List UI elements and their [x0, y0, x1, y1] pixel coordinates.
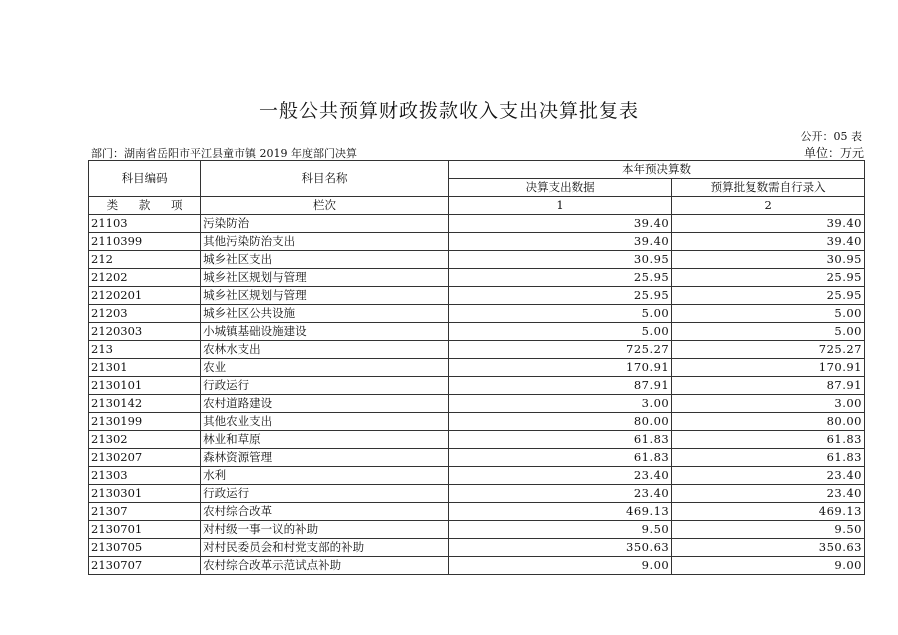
row-final-expenditure: 23.40 — [448, 485, 671, 503]
row-code: 21202 — [89, 269, 201, 287]
row-budget-approved: 61.83 — [672, 449, 865, 467]
row-name: 对村级一事一议的补助 — [201, 521, 449, 539]
row-final-expenditure: 5.00 — [448, 305, 671, 323]
row-code: 21307 — [89, 503, 201, 521]
row-final-expenditure: 87.91 — [448, 377, 671, 395]
budget-table — [88, 160, 865, 575]
row-name: 农村综合改革示范试点补助 — [201, 557, 449, 575]
row-budget-approved: 23.40 — [672, 485, 865, 503]
row-final-expenditure: 80.00 — [448, 413, 671, 431]
row-final-expenditure: 30.95 — [448, 251, 671, 269]
row-code: 2120201 — [89, 287, 201, 305]
table-row — [89, 521, 865, 539]
row-name: 水利 — [201, 467, 449, 485]
row-code: 2130707 — [89, 557, 201, 575]
row-final-expenditure: 61.83 — [448, 431, 671, 449]
department-label: 部门：湖南省岳阳市平江县童市镇 2019 年度部门决算 — [91, 147, 357, 160]
row-budget-approved: 3.00 — [672, 395, 865, 413]
row-code: 2130301 — [89, 485, 201, 503]
page-title: 一般公共预算财政拨款收入支出决算批复表 — [258, 100, 639, 122]
header-lei: 类 — [106, 198, 119, 212]
row-final-expenditure: 61.83 — [448, 449, 671, 467]
table-row — [89, 251, 865, 269]
row-code: 21303 — [89, 467, 201, 485]
row-final-expenditure: 9.50 — [448, 521, 671, 539]
row-code: 21203 — [89, 305, 201, 323]
row-code: 2130142 — [89, 395, 201, 413]
row-budget-approved: 30.95 — [672, 251, 865, 269]
row-code: 212 — [89, 251, 201, 269]
row-final-expenditure: 39.40 — [448, 215, 671, 233]
row-code: 2130101 — [89, 377, 201, 395]
row-final-expenditure: 350.63 — [448, 539, 671, 557]
header-lei-kuan-xiang — [89, 197, 201, 215]
row-budget-approved: 25.95 — [672, 269, 865, 287]
row-final-expenditure: 39.40 — [448, 233, 671, 251]
row-budget-approved: 9.00 — [672, 557, 865, 575]
row-name: 森林资源管理 — [201, 449, 449, 467]
table-row — [89, 269, 865, 287]
row-budget-approved: 61.83 — [672, 431, 865, 449]
row-budget-approved: 23.40 — [672, 467, 865, 485]
row-budget-approved: 5.00 — [672, 323, 865, 341]
table-row — [89, 359, 865, 377]
row-name: 城乡社区规划与管理 — [201, 269, 449, 287]
row-code: 2130701 — [89, 521, 201, 539]
row-budget-approved: 5.00 — [672, 305, 865, 323]
row-name: 农村道路建设 — [201, 395, 449, 413]
header-lanci: 栏次 — [201, 197, 449, 215]
table-row — [89, 557, 865, 575]
row-budget-approved: 39.40 — [672, 233, 865, 251]
table-row — [89, 233, 865, 251]
form-number: 公开：05 表 — [800, 130, 862, 143]
table-row — [89, 287, 865, 305]
table-row — [89, 485, 865, 503]
row-budget-approved: 25.95 — [672, 287, 865, 305]
row-budget-approved: 725.27 — [672, 341, 865, 359]
row-final-expenditure: 25.95 — [448, 269, 671, 287]
row-budget-approved: 39.40 — [672, 215, 865, 233]
table-row — [89, 395, 865, 413]
row-budget-approved: 350.63 — [672, 539, 865, 557]
row-name: 城乡社区公共设施 — [201, 305, 449, 323]
row-code: 21103 — [89, 215, 201, 233]
row-code: 2130207 — [89, 449, 201, 467]
table-row — [89, 467, 865, 485]
table-row — [89, 539, 865, 557]
row-name: 对村民委员会和村党支部的补助 — [201, 539, 449, 557]
row-name: 其他污染防治支出 — [201, 233, 449, 251]
row-budget-approved: 80.00 — [672, 413, 865, 431]
row-name: 林业和草原 — [201, 431, 449, 449]
row-budget-approved: 9.50 — [672, 521, 865, 539]
row-name: 城乡社区规划与管理 — [201, 287, 449, 305]
table-row — [89, 215, 865, 233]
row-final-expenditure: 23.40 — [448, 467, 671, 485]
header-index-b: 2 — [672, 197, 865, 215]
row-code: 2130199 — [89, 413, 201, 431]
table-row — [89, 431, 865, 449]
table-row — [89, 305, 865, 323]
header-current-year: 本年预决算数 — [448, 161, 864, 179]
row-name: 城乡社区支出 — [201, 251, 449, 269]
header-subject-name: 科目名称 — [201, 161, 449, 197]
table-row — [89, 413, 865, 431]
header-subject-code: 科目编码 — [89, 161, 201, 197]
row-name: 行政运行 — [201, 485, 449, 503]
row-code: 21301 — [89, 359, 201, 377]
row-final-expenditure: 469.13 — [448, 503, 671, 521]
row-code: 213 — [89, 341, 201, 359]
header-index-a: 1 — [448, 197, 671, 215]
row-name: 小城镇基础设施建设 — [201, 323, 449, 341]
row-budget-approved: 87.91 — [672, 377, 865, 395]
header-col-b: 预算批复数需自行录入 — [672, 179, 865, 197]
row-name: 农林水支出 — [201, 341, 449, 359]
row-final-expenditure: 5.00 — [448, 323, 671, 341]
header-col-a: 决算支出数据 — [448, 179, 671, 197]
row-code: 2110399 — [89, 233, 201, 251]
row-budget-approved: 469.13 — [672, 503, 865, 521]
row-final-expenditure: 9.00 — [448, 557, 671, 575]
row-name: 污染防治 — [201, 215, 449, 233]
row-name: 农业 — [201, 359, 449, 377]
row-code: 2120303 — [89, 323, 201, 341]
row-name: 行政运行 — [201, 377, 449, 395]
row-budget-approved: 170.91 — [672, 359, 865, 377]
row-final-expenditure: 170.91 — [448, 359, 671, 377]
row-final-expenditure: 3.00 — [448, 395, 671, 413]
row-code: 21302 — [89, 431, 201, 449]
unit-label: 单位：万元 — [803, 146, 864, 160]
table-row — [89, 449, 865, 467]
header-kuan: 款 — [138, 198, 151, 212]
row-name: 农村综合改革 — [201, 503, 449, 521]
table-row — [89, 377, 865, 395]
table-row — [89, 341, 865, 359]
table-row — [89, 323, 865, 341]
header-xiang: 项 — [170, 198, 183, 212]
row-final-expenditure: 25.95 — [448, 287, 671, 305]
row-code: 2130705 — [89, 539, 201, 557]
table-body — [89, 215, 865, 575]
row-name: 其他农业支出 — [201, 413, 449, 431]
row-final-expenditure: 725.27 — [448, 341, 671, 359]
table-row — [89, 503, 865, 521]
